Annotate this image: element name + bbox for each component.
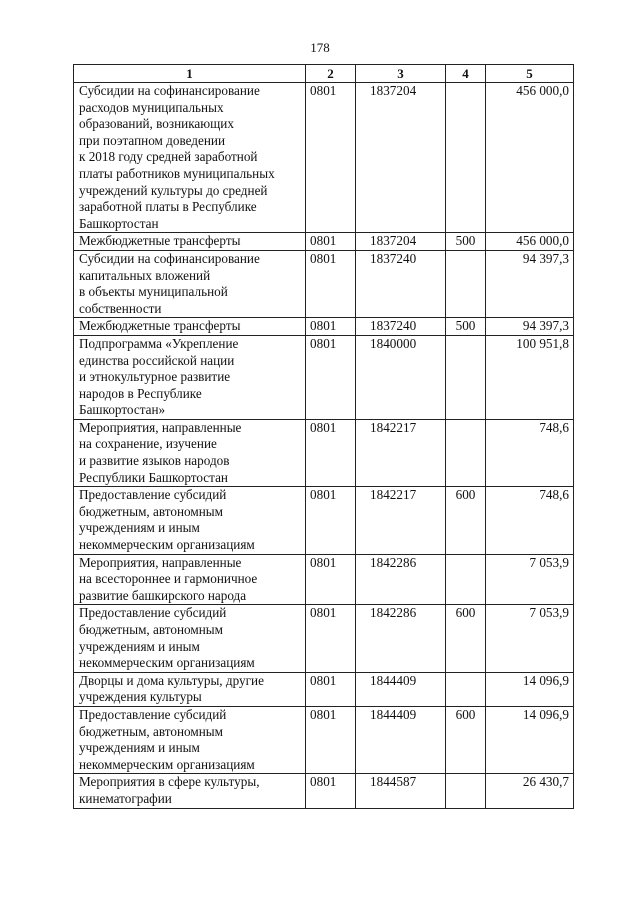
table-row: [74, 774, 574, 808]
table-row: [74, 672, 574, 706]
row-expense-type: [446, 774, 486, 808]
table-row: [74, 487, 574, 554]
row-amount: 14 096,9: [486, 672, 574, 706]
row-name: Субсидии на софинансирование расходов муниципальных образований, возникающих при поэтапном доведении к 2018 году средней заработной платы работников муниципальных учреждений культуры до средней заработной платы в Республике Башкортостан: [74, 83, 306, 233]
row-section-code: 0801: [306, 554, 356, 605]
table-row: [74, 233, 574, 251]
row-section-code: 0801: [306, 706, 356, 773]
row-amount: 100 951,8: [486, 335, 574, 419]
row-target-article: 1844587: [356, 774, 446, 808]
row-name: Мероприятия в сфере культуры, кинематографии: [74, 774, 306, 808]
row-expense-type: [446, 554, 486, 605]
row-section-code: 0801: [306, 335, 356, 419]
column-header-1: 1: [74, 65, 306, 83]
row-amount: 94 397,3: [486, 318, 574, 336]
table-row: [74, 250, 574, 317]
row-section-code: 0801: [306, 774, 356, 808]
row-section-code: 0801: [306, 83, 356, 233]
row-amount: 94 397,3: [486, 250, 574, 317]
row-target-article: 1837240: [356, 318, 446, 336]
row-expense-type: 600: [446, 706, 486, 773]
table-header-row: [74, 65, 574, 83]
row-target-article: 1844409: [356, 672, 446, 706]
table-row: [74, 605, 574, 672]
row-section-code: 0801: [306, 487, 356, 554]
row-name: Мероприятия, направленные на всестороннее и гармоничное развитие башкирского народа: [74, 554, 306, 605]
column-header-5: 5: [486, 65, 574, 83]
row-target-article: 1837204: [356, 83, 446, 233]
table-row: [74, 318, 574, 336]
row-target-article: 1837204: [356, 233, 446, 251]
row-amount: 7 053,9: [486, 554, 574, 605]
row-expense-type: [446, 419, 486, 486]
row-section-code: 0801: [306, 419, 356, 486]
row-amount: 14 096,9: [486, 706, 574, 773]
row-name: Предоставление субсидий бюджетным, автономным учреждениям и иным некоммерческим организациям: [74, 605, 306, 672]
row-target-article: 1842286: [356, 554, 446, 605]
row-amount: 26 430,7: [486, 774, 574, 808]
column-header-4: 4: [446, 65, 486, 83]
column-header-2: 2: [306, 65, 356, 83]
row-target-article: 1842217: [356, 419, 446, 486]
table-row: [74, 83, 574, 233]
row-expense-type: [446, 335, 486, 419]
row-section-code: 0801: [306, 672, 356, 706]
row-amount: 748,6: [486, 419, 574, 486]
row-target-article: 1837240: [356, 250, 446, 317]
row-section-code: 0801: [306, 318, 356, 336]
page-number: 178: [310, 40, 330, 55]
row-section-code: 0801: [306, 233, 356, 251]
row-amount: 748,6: [486, 487, 574, 554]
table-row: [74, 419, 574, 486]
row-expense-type: 500: [446, 233, 486, 251]
row-name: Субсидии на софинансирование капитальных вложений в объекты муниципальной собственности: [74, 250, 306, 317]
row-name: Межбюджетные трансферты: [74, 233, 306, 251]
row-target-article: 1842286: [356, 605, 446, 672]
row-expense-type: [446, 83, 486, 233]
row-target-article: 1844409: [356, 706, 446, 773]
row-expense-type: 500: [446, 318, 486, 336]
row-name: Дворцы и дома культуры, другие учреждения культуры: [74, 672, 306, 706]
table-row: [74, 706, 574, 773]
row-section-code: 0801: [306, 250, 356, 317]
row-target-article: 1842217: [356, 487, 446, 554]
row-name: Межбюджетные трансферты: [74, 318, 306, 336]
row-expense-type: [446, 250, 486, 317]
column-header-3: 3: [356, 65, 446, 83]
row-expense-type: 600: [446, 605, 486, 672]
row-target-article: 1840000: [356, 335, 446, 419]
table-row: [74, 335, 574, 419]
row-amount: 456 000,0: [486, 83, 574, 233]
row-name: Подпрограмма «Укрепление единства российской нации и этнокультурное развитие народов в Республике Башкортостан»: [74, 335, 306, 419]
row-name: Мероприятия, направленные на сохранение, изучение и развитие языков народов Республики Башкортостан: [74, 419, 306, 486]
row-name: Предоставление субсидий бюджетным, автономным учреждениям и иным некоммерческим организациям: [74, 487, 306, 554]
row-section-code: 0801: [306, 605, 356, 672]
table-row: [74, 554, 574, 605]
row-amount: 7 053,9: [486, 605, 574, 672]
row-expense-type: 600: [446, 487, 486, 554]
budget-table: [73, 64, 574, 809]
row-amount: 456 000,0: [486, 233, 574, 251]
row-name: Предоставление субсидий бюджетным, автономным учреждениям и иным некоммерческим организациям: [74, 706, 306, 773]
row-expense-type: [446, 672, 486, 706]
